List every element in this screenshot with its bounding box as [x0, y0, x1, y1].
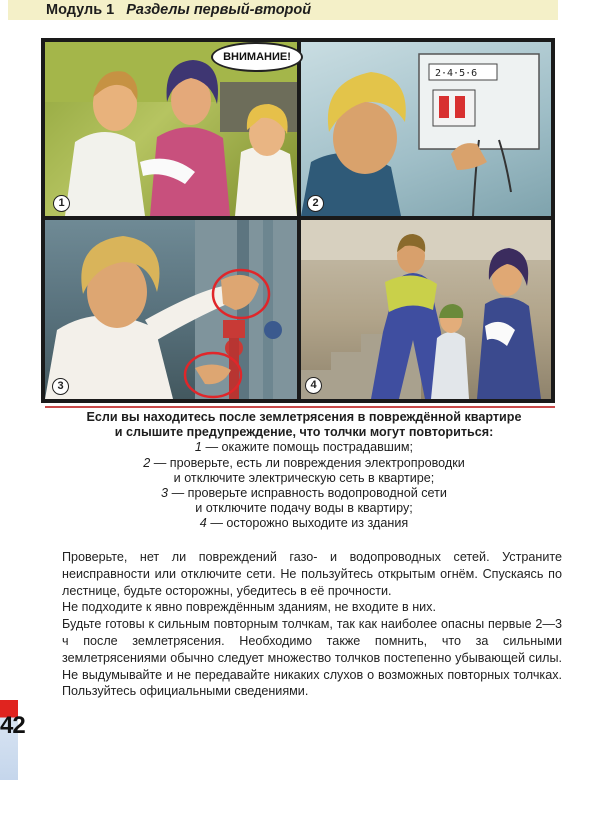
caption-item: [30, 486, 578, 501]
body-text: [62, 549, 562, 700]
caption-item-text: — проверьте исправность водопроводной сети: [171, 486, 447, 501]
panel-number: 4: [305, 377, 322, 394]
caption-item: [30, 456, 578, 471]
caption-item-number: 3: [161, 486, 169, 501]
section-label: Разделы первый-второй: [126, 2, 312, 18]
divider: [45, 406, 555, 408]
panel-2-art: [301, 42, 551, 216]
panel-number: 2: [307, 195, 324, 212]
caption-item-number: 2: [143, 455, 151, 470]
caption-item-text: — проверьте, есть ли повреждения электропроводки: [153, 455, 465, 470]
caption-title-line: и слышите предупреждение, что толчки могут повториться:: [114, 425, 494, 440]
caption-item-number: 1: [194, 440, 202, 455]
caption-item-continuation: и отключите подачу воды в квартиру;: [195, 501, 413, 516]
panel-4-art: [301, 220, 551, 399]
page-number: 42: [0, 712, 25, 739]
paragraph: Проверьте, нет ли повреждений газо- и водопроводных сетей. Устраните неисправности или отключите сети. Не пользуйтесь открытым огнём. Спускаясь по лестнице, будьте осторожны, убедитесь в её прочности.: [62, 550, 562, 598]
panel-number: 3: [52, 378, 69, 395]
panel-number: 1: [53, 195, 70, 212]
caption-item-continuation: и отключите электрическую сеть в квартире;: [173, 470, 435, 485]
caption-item-text: — осторожно выходите из здания: [210, 516, 409, 531]
illustration-caption: [30, 410, 578, 532]
caption-item-text: — окажите помощь пострадавшим;: [205, 440, 414, 455]
header-text: [46, 2, 311, 18]
caption-item: [30, 516, 578, 531]
paragraph: Будьте готовы к сильным повторным толчкам, так как наиболее опасны первые 2—3 ч после землетрясения. Необходимо также помнить, что за сильными землетрясениями обычно следует множество толчков постепенно убывающей силы. Не выдумывайте и не передавайте никаких слухов о возможных повторных толчках. Пользуйтесь официальными сведениями.: [62, 617, 562, 699]
comic-illustration: [41, 38, 555, 403]
speech-bubble: ВНИМАНИЕ!: [211, 42, 303, 72]
comic-panel-3: [45, 220, 297, 399]
comic-panel-4: [301, 220, 551, 399]
svg-text:2·4·5·6: 2·4·5·6: [435, 68, 478, 79]
panel-3-art: [45, 220, 297, 399]
caption-item-number: 4: [199, 516, 207, 531]
comic-panel-2: [301, 42, 551, 216]
caption-item: [30, 440, 578, 455]
module-label: Модуль 1: [46, 2, 115, 18]
paragraph: Не подходите к явно повреждённым зданиям, не входите в них.: [62, 600, 436, 615]
page-header: [8, 0, 558, 20]
caption-title-line: Если вы находитесь после землетрясения в повреждённой квартире: [86, 410, 522, 424]
